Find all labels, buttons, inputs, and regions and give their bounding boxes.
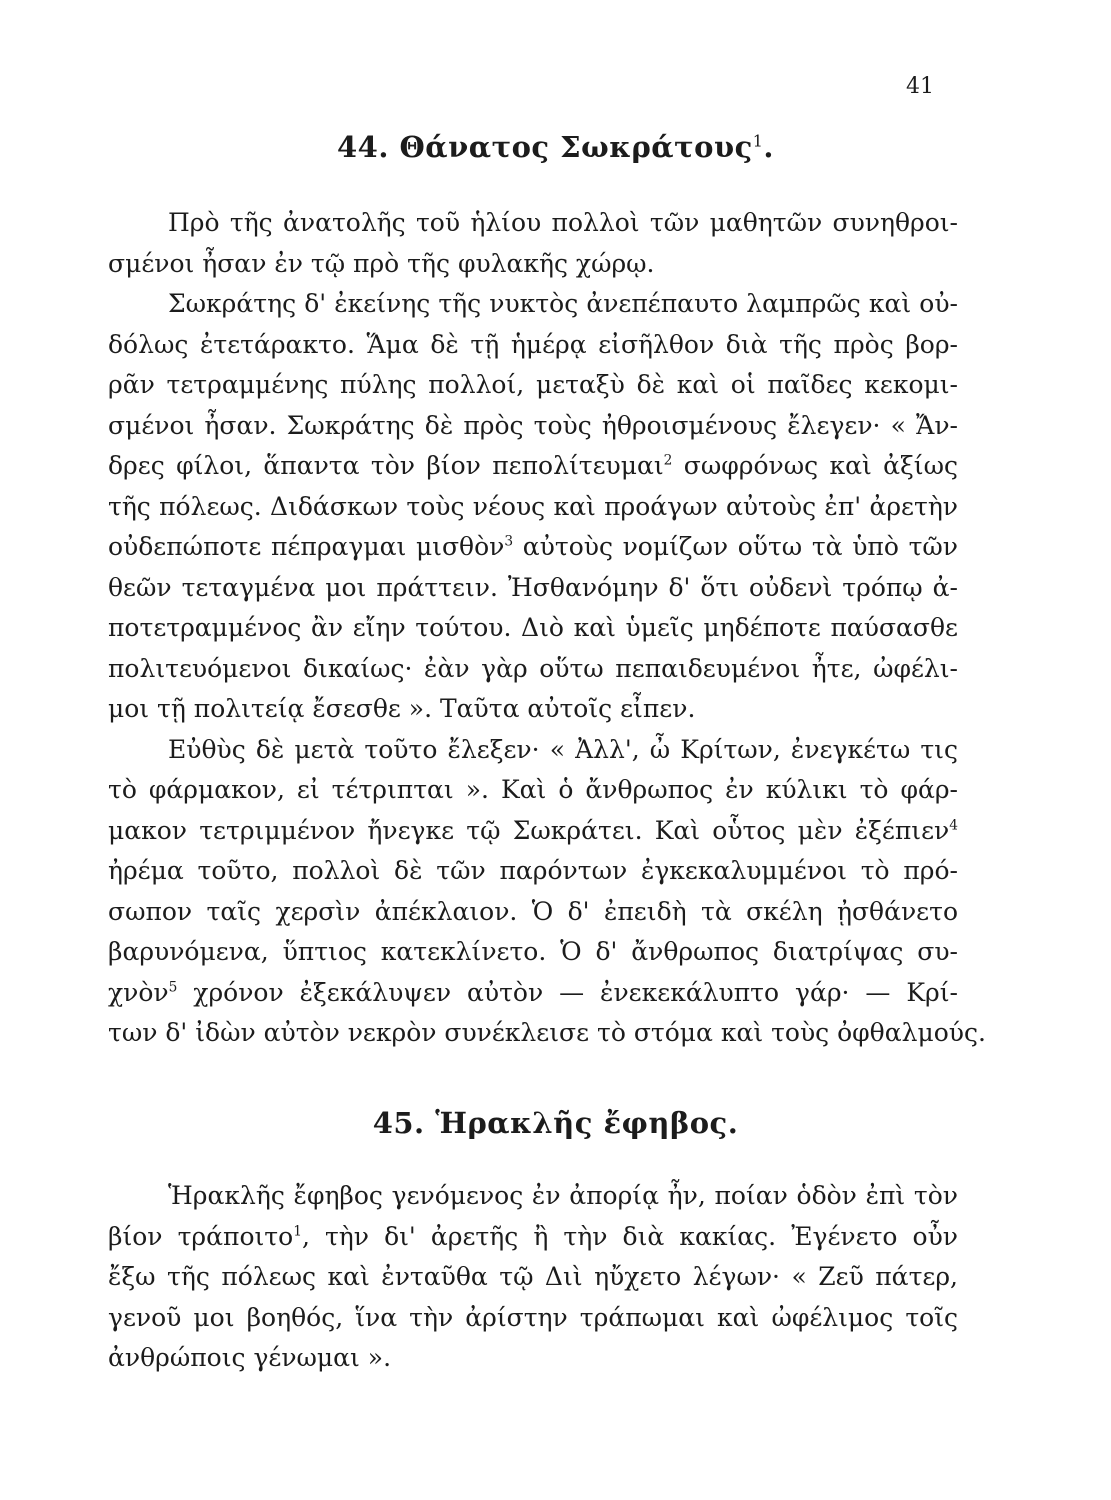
text-line: ἠρέμα τοῦτο, πολλοὶ δὲ τῶν παρόντων ἐγκεκαλυμμένοι τὸ πρό-: [108, 856, 958, 885]
text-line: των δ' ἰδὼν αὐτὸν νεκρὸν συνέκλεισε τὸ στόμα καὶ τοὺς ὀφθαλμούς.: [108, 1018, 986, 1047]
text-line: ἀνθρώποις γένωμαι ».: [108, 1343, 392, 1372]
footnote-marker: 3: [504, 533, 514, 550]
section-45-heading: [0, 1106, 1111, 1140]
text-line: μοι τῇ πολιτείᾳ ἔσεσθε ». Ταῦτα αὐτοῖς εἶπεν.: [108, 694, 696, 723]
section-44-title-note: 1: [752, 131, 764, 151]
section-45-number: 45.: [372, 1106, 425, 1140]
page-number: 41: [906, 74, 934, 99]
section-44-heading: 44. Θάνατος Σωκράτους$^1$.: [336, 130, 775, 164]
section-45-title: Ἡρακλῆς ἔφηβος.: [435, 1106, 739, 1140]
text-line: Πρὸ τῆς ἀνατολῆς τοῦ ἡλίου πολλοὶ τῶν μαθητῶν συνηθροι-: [168, 208, 958, 237]
text-line: δόλως ἐτετάρακτο. Ἅμα δὲ τῇ ἡμέρᾳ εἰσῆλθον διὰ τῆς πρὸς βορ-: [108, 329, 958, 359]
text-line: ρᾶν τετραμμένης πύλης πολλοί, μεταξὺ δὲ καὶ οἱ παῖδες κεκομι-: [108, 370, 958, 399]
text-line: ποτετραμμένος ἂν εἴην τούτου. Διὸ καὶ ὑμεῖς μηδέποτε παύσασθε: [108, 613, 958, 642]
text-line: βαρυνόμενα, ὕπτιος κατεκλίνετο. Ὁ δ' ἄνθρωπος διατρίψας συ-: [108, 937, 958, 966]
section-45-text: [108, 1176, 958, 1379]
text-line: βίον τράποιτο$^1$, τὴν δι' ἀρετῆς ἢ τὴν διὰ κακίας. Ἐγένετο οὖν: [108, 1221, 958, 1251]
text-line: τῆς πόλεως. Διδάσκων τοὺς νέους καὶ προάγων αὐτοὺς ἐπ' ἀρετὴν: [108, 491, 958, 521]
text-line: Εὐθὺς δὲ μετὰ τοῦτο ἔλεξεν· « Ἀλλ', ὦ Κρίτων, ἐνεγκέτω τις: [168, 734, 958, 764]
section-44-text: [108, 203, 986, 1054]
text-line: γενοῦ μοι βοηθός, ἵνα τὴν ἀρίστην τράπωμαι καὶ ὠφέλιμος τοῖς: [108, 1302, 958, 1332]
text-line: μακον τετριμμένον ἤνεγκε τῷ Σωκράτει. Καὶ οὗτος μὲν ἐξέπιεν$^4$: [108, 815, 958, 845]
text-line: σμένοι ἦσαν. Σωκράτης δὲ πρὸς τοὺς ἠθροισμένους ἔλεγεν· « Ἄν-: [108, 410, 958, 440]
text-line: πολιτευόμενοι δικαίως· ἐὰν γὰρ οὕτω πεπαιδευμένοι ἦτε, ὠφέλι-: [108, 653, 958, 683]
footnote-marker: 1: [293, 1223, 302, 1240]
text-line: τὸ φάρμακον, εἰ τέτριπται ». Καὶ ὁ ἄνθρωπος ἐν κύλικι τὸ φάρ-: [108, 775, 958, 804]
text-line: θεῶν τεταγμένα μοι πράττειν. Ἠσθανόμην δ' ὅτι οὐδενὶ τρόπῳ ἀ-: [108, 572, 958, 602]
text-line: ἔξω τῆς πόλεως καὶ ἐνταῦθα τῷ Διὶ ηὔχετο λέγων· « Ζεῦ πάτερ,: [108, 1262, 958, 1291]
text-line: οὐδεπώποτε πέπραγμαι μισθὸν$^3$ αὐτοὺς νομίζων οὕτω τὰ ὑπὸ τῶν: [108, 532, 958, 561]
footnote-marker: 5: [168, 979, 178, 996]
text-line: δρες φίλοι, ἅπαντα τὸν βίον πεπολίτευμαι$^2$ σωφρόνως καὶ ἀξίως: [108, 451, 958, 480]
section-44-number: 44.: [336, 130, 389, 164]
text-line: Ἡρακλῆς ἔφηβος γενόμενος ἐν ἀπορίᾳ ἦν, ποίαν ὁδὸν ἐπὶ τὸν: [168, 1181, 958, 1210]
text-line: σμένοι ἦσαν ἐν τῷ πρὸ τῆς φυλακῆς χώρῳ.: [108, 248, 655, 278]
text-line: σωπον ταῖς χερσὶν ἀπέκλαιον. Ὁ δ' ἐπειδὴ τὰ σκέλη ᾐσθάνετο: [108, 896, 958, 926]
text-line: χνὸν$^5$ χρόνον ἐξεκάλυψεν αὐτὸν — ἐνεκεκάλυπτο γάρ· — Κρί-: [108, 977, 958, 1007]
footnote-marker: 4: [949, 817, 958, 834]
footnote-marker: 2: [663, 452, 673, 469]
text-line: Σωκράτης δ' ἐκείνης τῆς νυκτὸς ἀνεπέπαυτο λαμπρῶς καὶ οὐ-: [168, 289, 958, 318]
section-44-title: Θάνατος Σωκράτους: [399, 130, 753, 164]
